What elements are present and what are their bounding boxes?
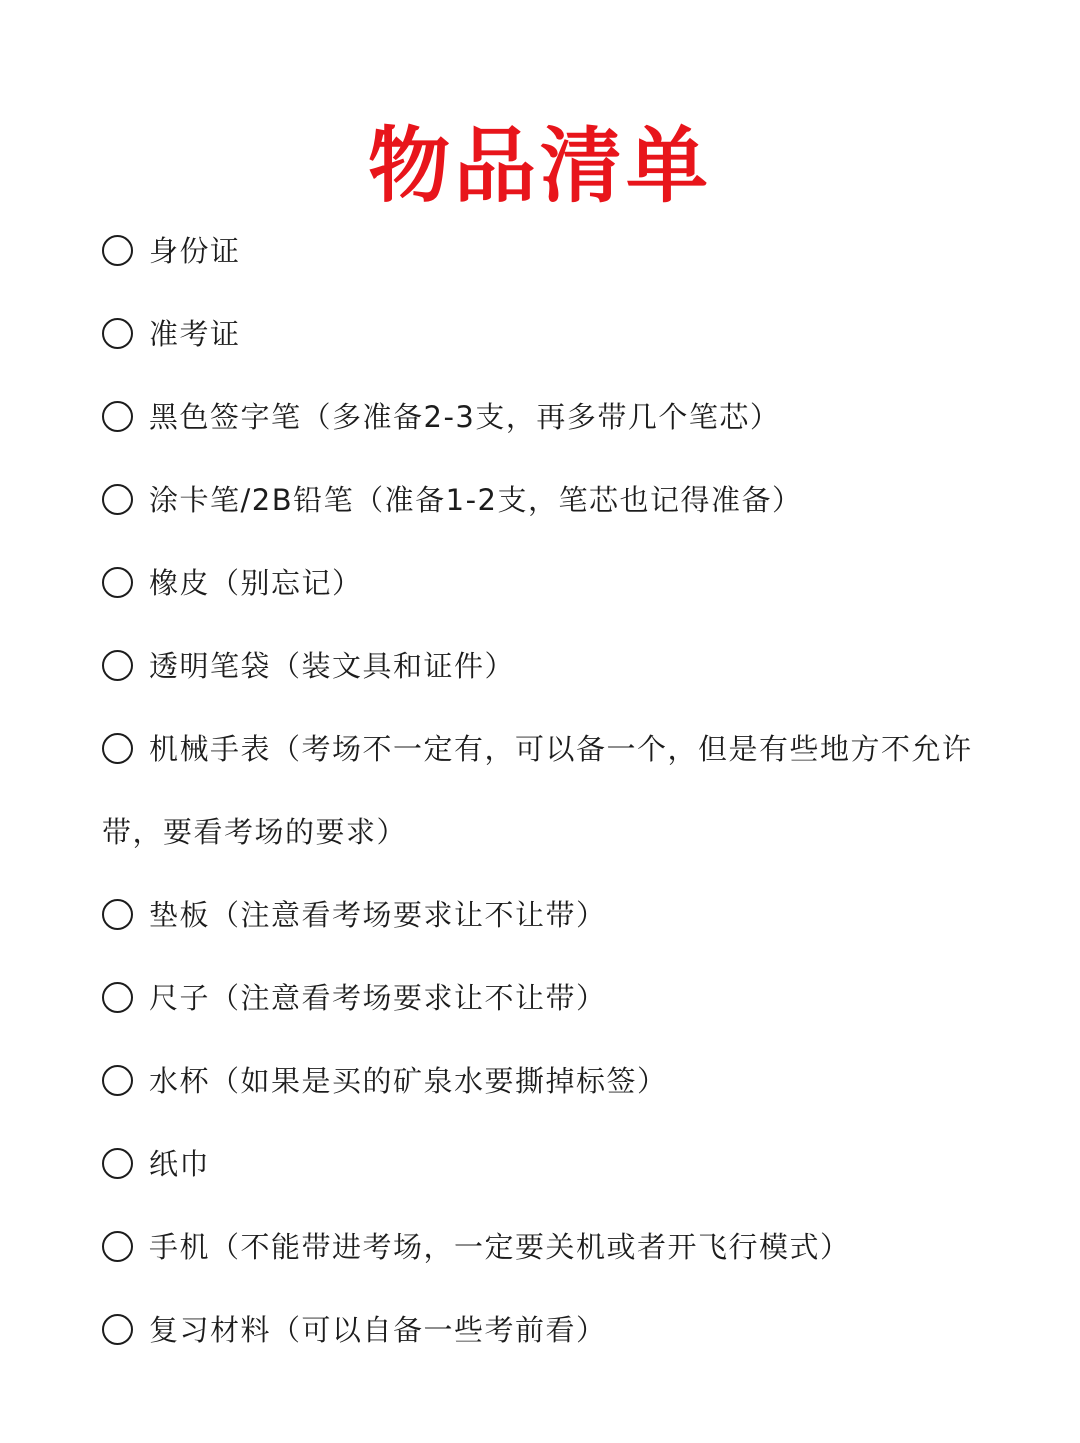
checkbox-circle-icon[interactable] (102, 235, 133, 266)
item-label: 尺子（注意看考场要求让不让带） (149, 981, 607, 1015)
checklist-item (102, 957, 1002, 1040)
checklist-item (102, 1040, 1002, 1123)
item-label: 水杯（如果是买的矿泉水要撕掉标签） (149, 1064, 668, 1098)
checklist-item (102, 874, 1002, 957)
item-label: 涂卡笔/2B铅笔（准备1-2支，笔芯也记得准备） (149, 483, 803, 517)
checkbox-circle-icon[interactable] (102, 484, 133, 515)
checkbox-circle-icon[interactable] (102, 650, 133, 681)
checklist-item (102, 376, 1002, 459)
checklist-item (102, 459, 1002, 542)
item-label: 手机（不能带进考场，一定要关机或者开飞行模式） (149, 1230, 851, 1264)
checklist-item (102, 293, 1002, 376)
item-label: 身份证 (149, 234, 241, 268)
page-title: 物品清单 (367, 118, 712, 214)
checkbox-circle-icon[interactable] (102, 401, 133, 432)
item-label: 透明笔袋（装文具和证件） (149, 649, 516, 683)
checkbox-circle-icon[interactable] (102, 1065, 133, 1096)
checkbox-circle-icon[interactable] (102, 899, 133, 930)
checkbox-circle-icon[interactable] (102, 982, 133, 1013)
checklist-item (102, 1123, 1002, 1206)
checkbox-circle-icon[interactable] (102, 567, 133, 598)
item-label: 纸巾 (149, 1147, 211, 1181)
checkbox-circle-icon[interactable] (102, 1148, 133, 1179)
checklist-item (102, 1289, 1002, 1372)
checklist-item (102, 1206, 1002, 1289)
item-label: 橡皮（别忘记） (149, 566, 363, 600)
item-label: 机械手表（考场不一定有，可以备一个，但是有些地方不允许带，要看考场的要求） (102, 732, 973, 849)
checklist-item (102, 542, 1002, 625)
checkbox-circle-icon[interactable] (102, 733, 133, 764)
item-label: 垫板（注意看考场要求让不让带） (149, 898, 607, 932)
item-label: 黑色签字笔（多准备2-3支，再多带几个笔芯） (149, 400, 781, 434)
item-label: 复习材料（可以自备一些考前看） (149, 1313, 607, 1347)
checkbox-circle-icon[interactable] (102, 1231, 133, 1262)
checklist-item (102, 708, 1002, 874)
checkbox-circle-icon[interactable] (102, 318, 133, 349)
checklist (102, 210, 1002, 1372)
item-label: 准考证 (149, 317, 241, 351)
checklist-item (102, 210, 1002, 293)
checklist-item (102, 625, 1002, 708)
checkbox-circle-icon[interactable] (102, 1314, 133, 1345)
